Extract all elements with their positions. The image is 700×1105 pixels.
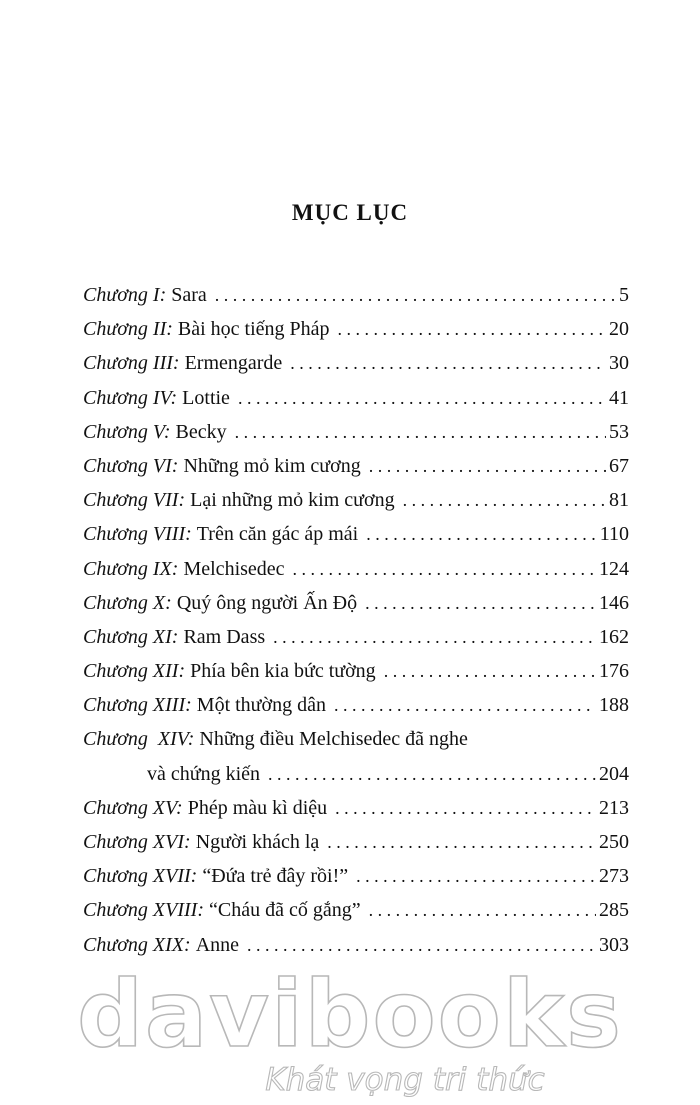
toc-chapter: Chương VI:	[83, 454, 179, 477]
toc-page-number: 5	[619, 284, 629, 306]
toc-page-number: 273	[599, 865, 629, 888]
dot-leader	[403, 483, 606, 517]
toc-entry	[83, 449, 629, 483]
dot-leader	[235, 415, 606, 449]
toc-chapter: Chương IX:	[83, 557, 179, 580]
toc-entry	[83, 517, 629, 551]
toc-entry	[83, 654, 629, 688]
page-title: MỤC LỤC	[291, 200, 409, 225]
toc-entry	[83, 928, 629, 962]
toc-title: Những mỏ kim cương	[183, 454, 361, 477]
dot-leader	[335, 791, 596, 825]
dot-leader	[273, 620, 596, 654]
toc-entry	[83, 346, 629, 380]
toc-title: Phía bên kia bức tường	[190, 660, 376, 683]
toc-chapter: Chương VII:	[83, 489, 186, 512]
toc-entry	[83, 825, 629, 859]
toc-entry	[83, 483, 629, 517]
watermark-svg	[0, 968, 700, 1098]
toc-chapter: Chương XI:	[83, 625, 179, 648]
toc-chapter: Chương V:	[83, 420, 171, 443]
dot-leader	[247, 928, 596, 962]
toc-page-number: 204	[599, 762, 629, 785]
toc-page-number: 30	[609, 352, 629, 375]
toc-entry	[83, 893, 629, 927]
toc-chapter: Chương XIX:	[83, 933, 191, 956]
dot-leader	[293, 552, 596, 586]
dot-leader	[268, 757, 596, 791]
toc-chapter: Chương XVI:	[83, 831, 191, 853]
toc-chapter: Chương X:	[83, 591, 172, 614]
dot-leader	[338, 312, 606, 346]
toc-title: Người khách lạ	[195, 831, 320, 853]
watermark-tagline: Khát vọng tri thức	[265, 1062, 545, 1098]
toc-entry	[83, 859, 629, 893]
toc-page-number: 303	[599, 933, 629, 956]
toc-chapter: Chương XIV:	[83, 728, 195, 751]
toc-title: Ermengarde	[184, 352, 283, 375]
toc-page-number: 124	[599, 557, 629, 580]
toc-page-number: 162	[599, 625, 629, 648]
toc-chapter: Chương III:	[83, 352, 180, 375]
toc-chapter: Chương XII:	[83, 660, 186, 683]
toc-title: Một thường dân	[196, 694, 326, 717]
toc-page-number: 53	[609, 420, 629, 443]
toc-chapter: Chương XVIII:	[83, 899, 204, 922]
toc-page-number: 81	[609, 489, 629, 512]
toc-title: “Cháu đã cố gắng”	[209, 899, 361, 922]
toc-chapter: Chương IV:	[83, 386, 178, 409]
toc-page-number: 146	[599, 591, 629, 614]
dot-leader	[369, 449, 606, 483]
toc-page-number: 213	[599, 796, 629, 819]
table-of-contents	[83, 278, 629, 962]
toc-entry	[83, 586, 629, 620]
toc-entry	[83, 791, 629, 825]
toc-entry	[83, 688, 629, 722]
toc-page-number: 41	[609, 386, 629, 409]
toc-entry-continuation	[83, 757, 629, 791]
toc-entry	[83, 722, 629, 756]
toc-title: Melchisedec	[183, 557, 285, 580]
dot-leader	[366, 517, 597, 551]
toc-page-number: 188	[599, 694, 629, 717]
dot-leader	[215, 278, 616, 312]
dot-leader	[384, 654, 596, 688]
dot-leader	[365, 586, 596, 620]
dot-leader	[334, 688, 596, 722]
dot-leader	[238, 381, 606, 415]
toc-page-number: 20	[609, 318, 629, 341]
toc-title: Sara	[171, 284, 207, 306]
toc-chapter: Chương II:	[83, 318, 173, 341]
toc-title: Trên căn gác áp mái	[196, 523, 359, 546]
toc-title: Becky	[175, 420, 227, 443]
toc-page-number: 110	[599, 523, 629, 546]
toc-title: Phép màu kì diệu	[187, 796, 328, 819]
toc-page-number: 250	[599, 831, 629, 853]
toc-title: Bài học tiếng Pháp	[177, 318, 330, 341]
toc-title: Quý ông người Ấn Độ	[176, 591, 358, 614]
dot-leader	[369, 893, 596, 927]
toc-chapter: Chương XIII:	[83, 694, 192, 717]
toc-title: Lại những mỏ kim cương	[190, 489, 395, 512]
dot-leader	[290, 346, 606, 380]
toc-chapter: Chương VIII:	[83, 523, 192, 546]
toc-page-number: 176	[599, 660, 629, 683]
toc-page-number: 285	[599, 899, 629, 922]
toc-entry	[83, 278, 629, 312]
toc-entry	[83, 620, 629, 654]
toc-entry	[83, 415, 629, 449]
toc-page-number: 67	[609, 454, 629, 477]
toc-title: Lottie	[182, 386, 230, 409]
toc-chapter: Chương XV:	[83, 796, 183, 819]
toc-entry	[83, 381, 629, 415]
toc-entry	[83, 312, 629, 346]
toc-title-continuation: và chứng kiến	[147, 762, 261, 785]
dot-leader	[327, 825, 596, 859]
toc-entry	[83, 552, 629, 586]
watermark-logo	[0, 968, 700, 1098]
toc-chapter: Chương I:	[83, 284, 167, 306]
toc-title: Ram Dass	[183, 625, 266, 648]
toc-title: Anne	[195, 933, 240, 956]
dot-leader	[356, 859, 596, 893]
toc-chapter: Chương XVII:	[83, 865, 198, 888]
watermark-brand: davibooks	[77, 968, 623, 1068]
toc-title: “Đứa trẻ đây rồi!”	[202, 865, 349, 888]
toc-title: Những điều Melchisedec đã nghe	[199, 728, 468, 751]
